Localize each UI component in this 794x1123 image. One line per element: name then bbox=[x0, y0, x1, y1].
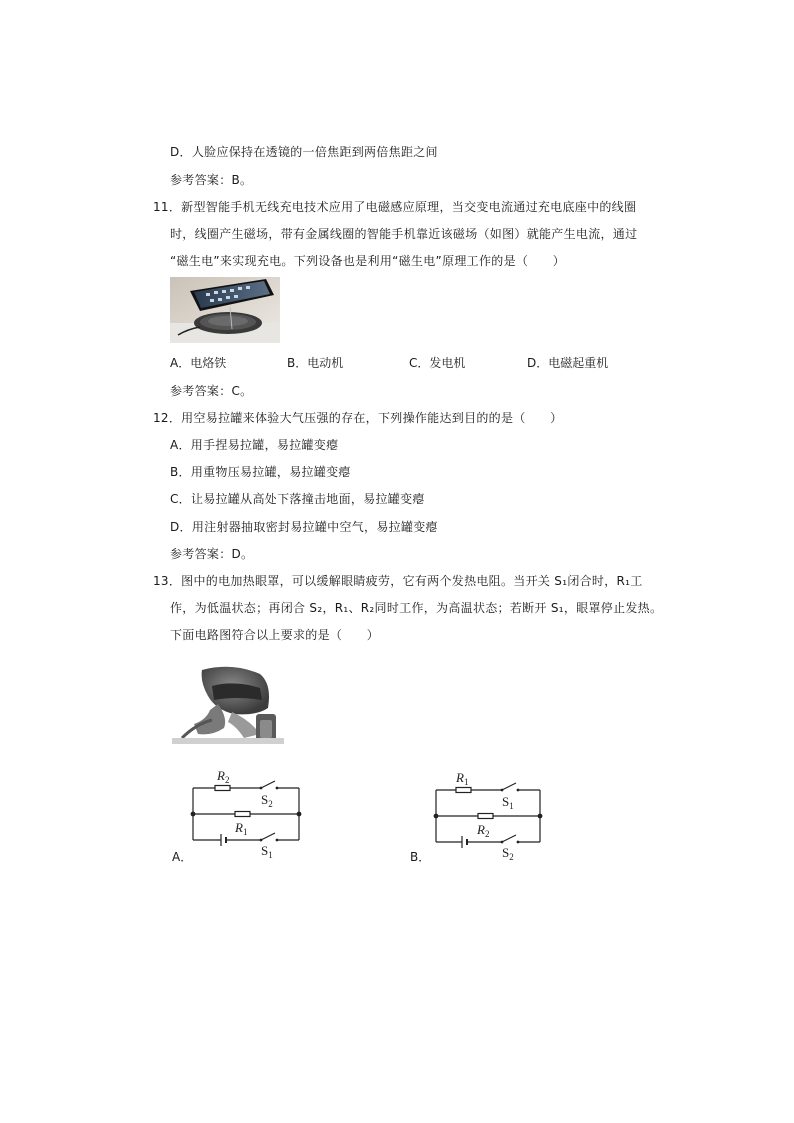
circuit-a-mid-resistor-sub: 1 bbox=[242, 827, 248, 837]
q10-option-d: D．人脸应保持在透镜的一倍焦距到两倍焦距之间 bbox=[170, 145, 438, 159]
q13-option-a-label: A． bbox=[172, 850, 193, 864]
q12-option-c: C．让易拉罐从高处下落撞击地面，易拉罐变瘪 bbox=[170, 492, 425, 506]
q12-option-d: D．用注射器抽取密封易拉罐中空气，易拉罐变瘪 bbox=[170, 520, 438, 534]
svg-text:R2 bbox=[476, 822, 489, 839]
q11-option-a: A．电烙铁 bbox=[170, 356, 227, 370]
circuit-b-bottom-switch: S bbox=[502, 845, 510, 860]
eye-mask-photo bbox=[172, 664, 284, 744]
svg-text:S2 bbox=[502, 845, 514, 862]
q11-stem-line3: “磁生电”来实现充电。下列设备也是利用“磁生电”原理工作的是（ ） bbox=[170, 254, 566, 268]
svg-text:R1 bbox=[455, 770, 468, 787]
circuit-a-bottom-switch: S bbox=[261, 843, 269, 858]
circuit-b-mid-resistor: R bbox=[477, 822, 485, 837]
svg-text:S1 bbox=[502, 794, 514, 811]
circuit-a-mid-resistor: R bbox=[235, 820, 243, 835]
q12-answer: 参考答案：D。 bbox=[170, 547, 254, 561]
circuit-b-top-switch-sub: 1 bbox=[509, 801, 514, 811]
q11-option-c: C．发电机 bbox=[409, 356, 466, 370]
circuit-a-top-resistor: R bbox=[217, 768, 225, 783]
svg-text:S2 bbox=[261, 792, 273, 809]
wireless-charging-photo bbox=[170, 277, 280, 343]
circuit-b-top-switch: S bbox=[502, 794, 510, 809]
q11-stem-line1: 11．新型智能手机无线充电技术应用了电磁感应原理，当交变电流通过充电底座中的线圈 bbox=[153, 200, 637, 214]
circuit-a-bottom-switch-sub: 1 bbox=[268, 850, 273, 860]
q13-option-b-label: B． bbox=[410, 850, 431, 864]
q11-option-b: B．电动机 bbox=[287, 356, 344, 370]
q11-stem-line2: 时，线圈产生磁场，带有金属线圈的智能手机靠近该磁场（如图）就能产生电流，通过 bbox=[170, 227, 638, 241]
circuit-b-top-resistor-sub: 1 bbox=[463, 777, 469, 787]
circuit-b-mid-resistor-sub: 2 bbox=[484, 829, 490, 839]
circuit-diagram-b bbox=[428, 768, 548, 862]
q10-answer: 参考答案：B。 bbox=[170, 173, 253, 187]
q13-stem-line3: 下面电路图符合以上要求的是（ ） bbox=[170, 628, 380, 642]
q13-stem-line2: 作，为低温状态；再闭合 S₂，R₁、R₂同时工作，为高温状态；若断开 S₁，眼罩停止发热。 bbox=[170, 601, 663, 615]
q12-stem: 12．用空易拉罐来体验大气压强的存在，下列操作能达到目的的是（ ） bbox=[153, 411, 563, 425]
q12-option-b: B．用重物压易拉罐，易拉罐变瘪 bbox=[170, 465, 351, 479]
circuit-a-top-switch-sub: 2 bbox=[268, 799, 273, 809]
circuit-a-top-switch: S bbox=[261, 792, 269, 807]
svg-text:S1 bbox=[261, 843, 273, 860]
svg-text:R1 bbox=[234, 820, 247, 837]
circuit-diagram-a bbox=[185, 766, 305, 860]
q12-option-a: A．用手捏易拉罐，易拉罐变瘪 bbox=[170, 438, 339, 452]
q11-option-d: D．电磁起重机 bbox=[527, 356, 609, 370]
q13-stem-line1: 13．图中的电加热眼罩，可以缓解眼睛疲劳，它有两个发热电阻。当开关 S₁闭合时，R₁工 bbox=[153, 574, 643, 588]
circuit-b-top-resistor: R bbox=[456, 770, 464, 785]
q11-answer: 参考答案：C。 bbox=[170, 384, 253, 398]
svg-text:R2 bbox=[216, 768, 229, 785]
circuit-b-bottom-switch-sub: 2 bbox=[509, 852, 514, 862]
circuit-a-top-resistor-sub: 2 bbox=[224, 775, 230, 785]
